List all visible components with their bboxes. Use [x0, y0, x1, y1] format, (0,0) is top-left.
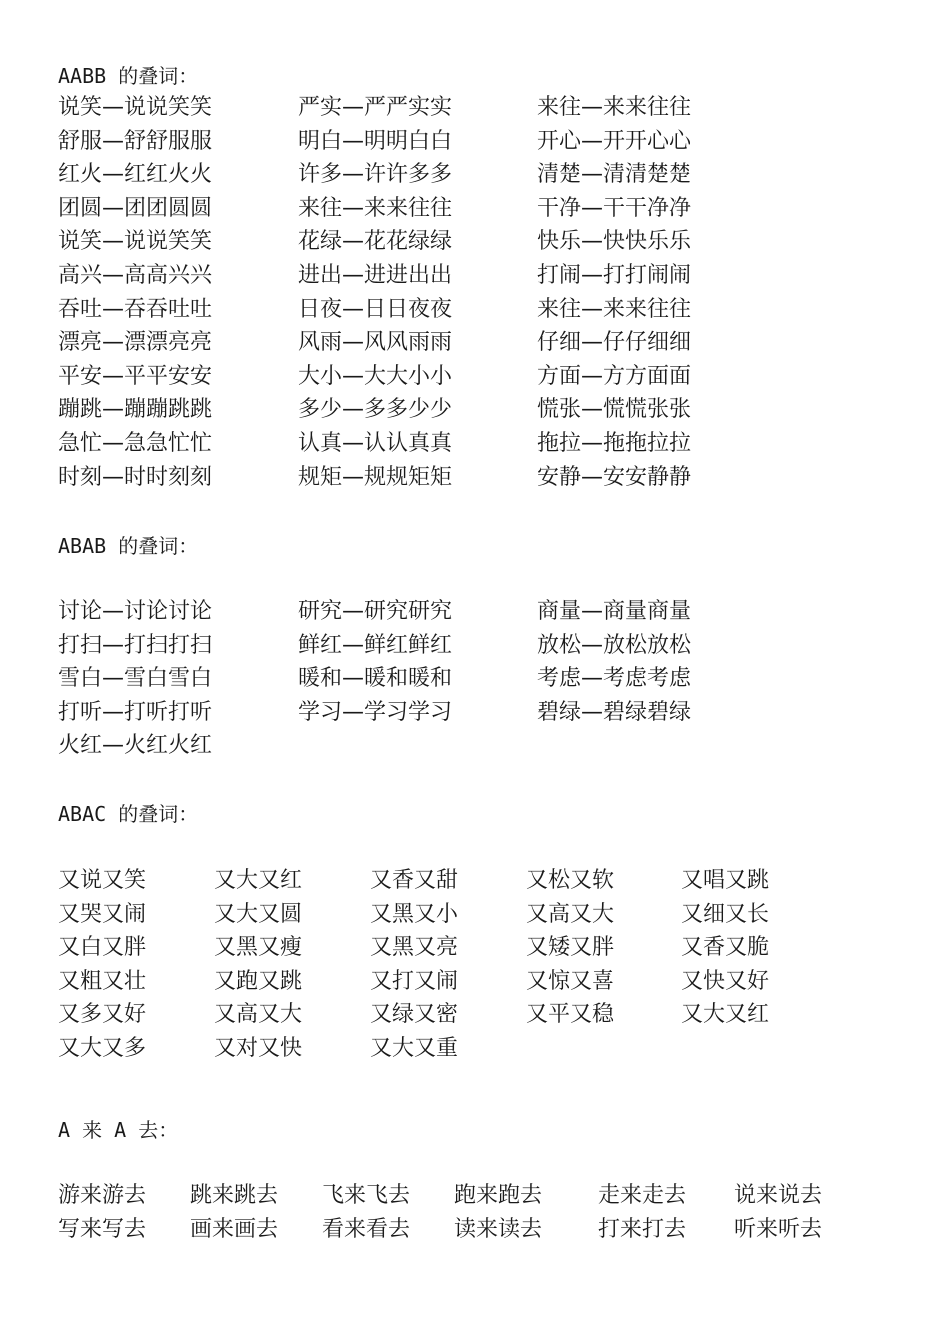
word-entry: 大小—大大小小: [298, 363, 453, 389]
word-entry: 游来游去: [58, 1183, 147, 1208]
word-entry: 又平又稳: [526, 1002, 615, 1028]
word-entry: 风雨—风风雨雨: [298, 330, 453, 356]
word-entry: 雪白—雪白雪白: [58, 666, 213, 692]
word-entry: 又高又大: [526, 901, 615, 927]
word-entry: 又香又甜: [370, 868, 459, 893]
section-heading-abab: ABAB 的叠词：: [58, 534, 199, 558]
word-entry: 又说又笑: [58, 868, 147, 893]
word-entry: 急忙—急急忙忙: [58, 430, 213, 456]
word-entry: 严实—严严实实: [298, 95, 453, 120]
word-entry: 干净—干干净净: [537, 195, 692, 221]
word-entry: 来往—来来往往: [537, 296, 692, 322]
word-entry: 团圆—团团圆圆: [58, 195, 213, 221]
word-entry: 读来读去: [454, 1216, 543, 1242]
word-entry: 拖拉—拖拖拉拉: [537, 430, 692, 456]
word-entry: 快乐—快快乐乐: [537, 229, 692, 255]
word-entry: 仔细—仔仔细细: [537, 330, 692, 356]
word-entry: 蹦跳—蹦蹦跳跳: [58, 397, 213, 423]
word-entry: 时刻—时时刻刻: [58, 464, 213, 490]
word-entry: 鲜红—鲜红鲜红: [298, 632, 453, 658]
word-entry: 高兴—高高兴兴: [58, 262, 213, 288]
word-entry: 日夜—日日夜夜: [298, 296, 453, 322]
word-entry: 舒服—舒舒服服: [58, 128, 213, 154]
word-entry: 又绿又密: [370, 1002, 459, 1028]
word-entry: 规矩—规规矩矩: [298, 464, 453, 490]
word-entry: 考虑—考虑考虑: [537, 666, 692, 692]
word-entry: 碧绿—碧绿碧绿: [537, 699, 692, 725]
word-entry: 研究—研究研究: [298, 599, 453, 624]
word-entry: 打来打去: [598, 1216, 687, 1242]
word-entry: 漂亮—漂漂亮亮: [58, 330, 213, 356]
word-entry: 认真—认认真真: [298, 430, 453, 456]
word-entry: 安静—安安静静: [537, 464, 692, 490]
section-heading-aabb: AABB 的叠词：: [58, 64, 199, 88]
word-entry: 打听—打听打听: [58, 699, 213, 725]
word-entry: 跑来跑去: [454, 1183, 543, 1208]
word-entry: 商量—商量商量: [537, 599, 692, 624]
word-entry: 又多又好: [58, 1002, 147, 1028]
word-entry: 又唱又跳: [681, 868, 770, 893]
word-entry: 飞来飞去: [322, 1183, 411, 1208]
word-entry: 讨论—讨论讨论: [58, 599, 213, 624]
word-entry: 慌张—慌慌张张: [537, 397, 692, 423]
word-entry: 许多—许许多多: [298, 162, 453, 188]
section-heading-a-lai-a-qu: A 来 A 去：: [58, 1118, 179, 1142]
word-entry: 听来听去: [734, 1216, 823, 1242]
word-entry: 说笑—说说笑笑: [58, 95, 213, 120]
word-entry: 走来走去: [598, 1183, 687, 1208]
word-entry: 画来画去: [190, 1216, 279, 1242]
word-entry: 又松又软: [526, 868, 615, 893]
word-entry: 多少—多多少少: [298, 397, 453, 423]
word-entry: 又香又脆: [681, 935, 770, 961]
word-entry: 又矮又胖: [526, 935, 615, 961]
word-entry: 又细又长: [681, 901, 770, 927]
word-entry: 吞吐—吞吞吐吐: [58, 296, 213, 322]
word-entry: 暖和—暖和暖和: [298, 666, 453, 692]
word-entry: 花绿—花花绿绿: [298, 229, 453, 255]
word-entry: 又哭又闹: [58, 901, 147, 927]
word-entry: 看来看去: [322, 1216, 411, 1242]
word-entry: 又大又圆: [214, 901, 303, 927]
word-entry: 平安—平平安安: [58, 363, 213, 389]
word-entry: 又黑又瘦: [214, 935, 303, 961]
word-entry: 又白又胖: [58, 935, 147, 961]
word-entry: 打闹—打打闹闹: [537, 262, 692, 288]
word-entry: 又快又好: [681, 968, 770, 994]
word-entry: 火红—火红火红: [58, 733, 213, 759]
word-entry: 说笑—说说笑笑: [58, 229, 213, 255]
word-entry: 清楚—清清楚楚: [537, 162, 692, 188]
word-entry: 明白—明明白白: [298, 128, 453, 154]
word-entry: 又大又红: [681, 1002, 770, 1028]
word-entry: 又黑又小: [370, 901, 459, 927]
word-entry: 又惊又喜: [526, 968, 615, 994]
word-entry: 说来说去: [734, 1183, 823, 1208]
word-entry: 写来写去: [58, 1216, 147, 1242]
word-entry: 来往—来来往往: [537, 95, 692, 120]
word-entry: 来往—来来往往: [298, 195, 453, 221]
word-entry: 打扫—打扫打扫: [58, 632, 213, 658]
word-entry: 方面—方方面面: [537, 363, 692, 389]
word-entry: 又大又重: [370, 1035, 459, 1061]
word-entry: 又黑又亮: [370, 935, 459, 961]
word-entry: 又大又多: [58, 1035, 147, 1061]
word-entry: 跳来跳去: [190, 1183, 279, 1208]
word-entry: 又对又快: [214, 1035, 303, 1061]
word-entry: 进出—进进出出: [298, 262, 453, 288]
word-entry: 开心—开开心心: [537, 128, 692, 154]
word-entry: 放松—放松放松: [537, 632, 692, 658]
section-heading-abac: ABAC 的叠词：: [58, 802, 199, 826]
word-entry: 又粗又壮: [58, 968, 147, 994]
word-entry: 又高又大: [214, 1002, 303, 1028]
word-entry: 又大又红: [214, 868, 303, 893]
word-entry: 学习—学习学习: [298, 699, 453, 725]
word-entry: 又打又闹: [370, 968, 459, 994]
word-entry: 红火—红红火火: [58, 162, 213, 188]
word-entry: 又跑又跳: [214, 968, 303, 994]
